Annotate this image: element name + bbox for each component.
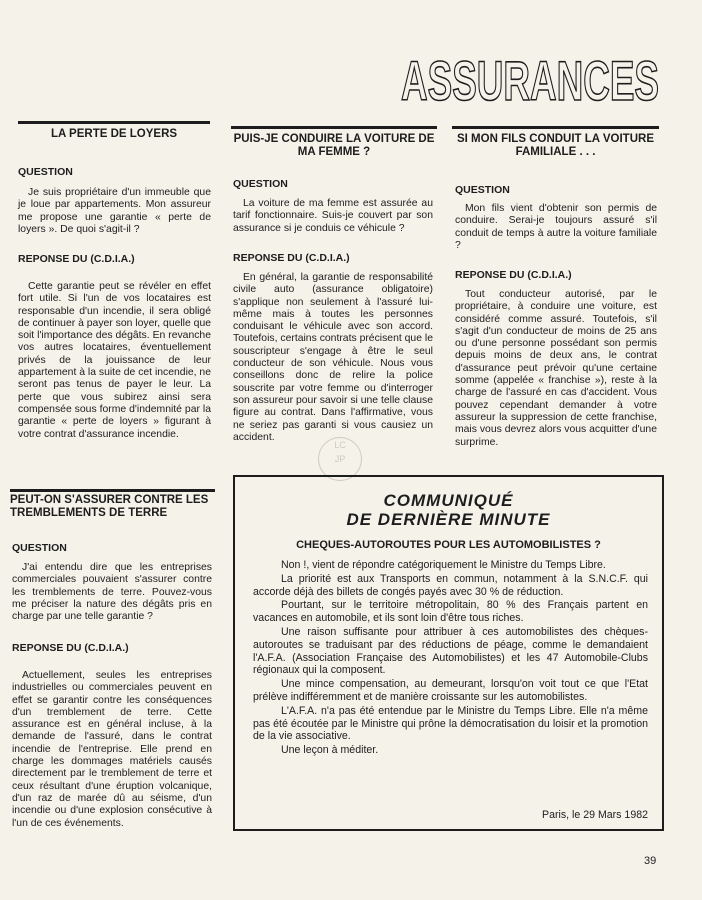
communique-paragraph: La priorité est aux Transports en commun, notamment à la S.N.C.F. qui accorde déjà des billets de congés payés avec 30 % de réduction.	[253, 572, 648, 598]
column-rule	[18, 121, 210, 124]
question-text: Je suis propriétaire d'un immeuble que je loue par appartements. Mon assureur me propose une garantie « perte de loyers ». De quoi s'agit-il ?	[18, 187, 211, 235]
question-label: QUESTION	[455, 184, 510, 196]
answer-text: Actuellement, seules les entreprises industrielles ou commerciales peuvent en effet se garantir contre les conséquences d'un tremblement de terre. Cette assurance est en général incluse, à la demande de l'assuré, dans le contrat incendie de l'entreprise. Elle prend en charge les dommages matériels causés directement par le tremblement de terre et ceux résultant d'une éruption volcanique, d'un raz de marée dû au séisme, d'un incendie ou d'une explosion consécutive à l'un de ces événements.	[12, 670, 212, 829]
article-title: LA PERTE DE LOYERS	[50, 128, 178, 140]
article-title: PEUT-ON S'ASSURER CONTRE LES TREMBLEMENTS DE TERRE	[10, 494, 209, 519]
communique-title-line2: DE DERNIÈRE MINUTE	[346, 510, 551, 529]
library-stamp: LC JP	[318, 437, 362, 481]
question-label: QUESTION	[233, 178, 288, 190]
answer-label: REPONSE DU (C.D.I.A.)	[18, 253, 135, 265]
communique-paragraph: L'A.F.A. n'a pas été entendue par le Ministre du Temps Libre. Elle n'a même pas été écoutée par le Ministre qui prône la démocratisation du loisir et la promotion de la vie associative.	[253, 704, 648, 743]
question-text: Mon fils vient d'obtenir son permis de conduire. Serai-je toujours assuré s'il conduit de temps à autre la voiture familiale ?	[455, 203, 657, 251]
answer-label: REPONSE DU (C.D.I.A.)	[12, 642, 129, 654]
communique-paragraph: Une mince compensation, au demeurant, lorsqu'on voit tout ce que l'Etat prélève indifféremment et de manière croissante sur les automobilistes.	[253, 678, 648, 703]
communique-paragraph: Une leçon à méditer.	[281, 744, 379, 757]
communique-paragraph: Non !, vient de répondre catégoriquement le Ministre du Temps Libre.	[281, 559, 606, 571]
assurances-banner	[398, 50, 663, 108]
question-text: J'ai entendu dire que les entreprises commerciales pouvaient s'assurer contre les tremblements de terre. Pouvez-vous me préciser la nature des dégâts pris en charge par une telle garantie ?	[12, 562, 212, 623]
communique-body	[253, 559, 648, 758]
page-number: 39	[644, 855, 657, 867]
column-rule	[231, 126, 437, 129]
article-title: SI MON FILS CONDUIT LA VOITURE FAMILIALE . . .	[457, 133, 654, 158]
answer-text: Cette garantie peut se révéler en effet fort utile. Si l'un de vos locataires est responsable d'un incendie, il sera obligé de continuer à payer son loyer, quelle que soit l'importance des dégâts. En revanche vos autres locataires, éventuellement privés de la jouissance de leur appartement à la suite de cet incendie, ne seront pas tenus de payer le leur. La perte que vous subirez ainsi sera compensée sous forme d'indemnité par la garantie « perte de loyers » figurant à votre contrat d'assurance incendie.	[18, 281, 211, 440]
question-label: QUESTION	[12, 542, 67, 554]
communique-box	[233, 475, 664, 831]
column-rule	[452, 126, 659, 129]
answer-text: Tout conducteur autorisé, par le propriétaire, à conduire une voiture, est considéré comme assuré. Toutefois, s'il s'agit d'un conducteur de moins de 25 ans ou d'une personne possédant son permis depuis moins de deux ans, le contrat d'assurance peut prévoir qu'une certaine somme (appelée « franchise »), reste à la charge de l'assuré en cas d'accident. Vous pouvez cependant demander à votre assureur la suppression de cette franchise, mais vous devrez alors vous acquitter d'une surprime.	[455, 289, 657, 448]
answer-text: En général, la garantie de responsabilité civile auto (assurance obligatoire) s'applique non seulement à l'assuré lui-même mais à toutes les personnes conduisant le véhicule avec son accord. Toutefois, certains contrats précisent que le souscripteur s'engage à être le seul conducteur de son véhicule. Nous vous conseillons donc de relire la police souscrite par votre femme ou d'interroger son assureur pour savoir si une telle clause figure au contrat. Dans l'affirmative, vous ne seriez pas garanti si vous causiez un accident.	[233, 272, 433, 443]
question-text: La voiture de ma femme est assurée au tarif fonctionnaire. Suis-je couvert par son assurance si je conduis ce véhicule ?	[233, 198, 433, 234]
article-title: PUIS-JE CONDUIRE LA VOITURE DE MA FEMME ?	[233, 133, 435, 158]
column-rule	[10, 489, 215, 492]
question-label: QUESTION	[18, 166, 73, 178]
answer-label: REPONSE DU (C.D.I.A.)	[233, 252, 350, 264]
communique-paragraph: Une raison suffisante pour attribuer à ces automobilistes des chèques-autoroutes se traduisant par des réductions de péage, comme le demandaient l'A.F.A. (Association Française des Automobilistes) et les 47 Automobile-Clubs régionaux qui la composent.	[253, 625, 648, 677]
banner-text: ASSURANCES	[401, 50, 659, 108]
communique-paragraph: Pourtant, sur le territoire métropolitain, 80 % des Français partent en vacances en automobile, et ils sont loin d'être tous riches.	[253, 599, 648, 625]
communique-title: COMMUNIQUÉ	[383, 491, 514, 510]
communique-subtitle: CHEQUES-AUTOROUTES POUR LES AUTOMOBILISTES ?	[296, 539, 601, 551]
answer-label: REPONSE DU (C.D.I.A.)	[455, 269, 572, 281]
communique-signature: Paris, le 29 Mars 1982	[542, 809, 648, 821]
